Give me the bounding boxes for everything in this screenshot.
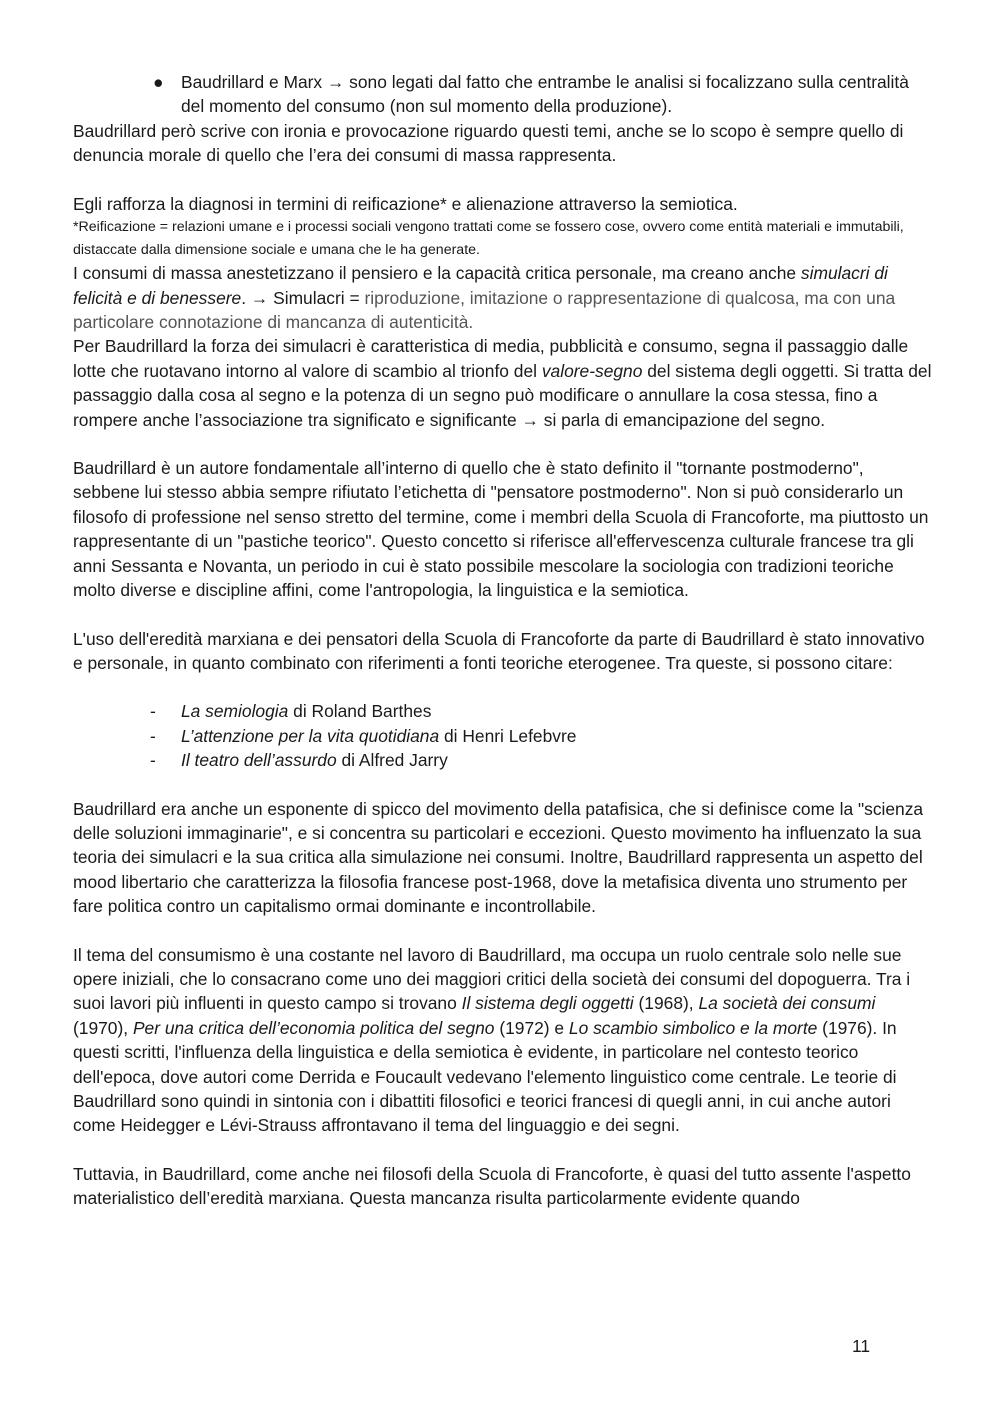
source-title: L’attenzione per la vita quotidiana	[181, 725, 440, 746]
list-dash: -	[150, 701, 156, 722]
source-author: di Roland Barthes	[288, 701, 432, 722]
simulacra-definition: riproduzione, imitazione o rappresentazione di qualcosa, ma con una particolare connotazione di mancanza di autenticità.	[73, 287, 896, 333]
paragraph-simulacra	[73, 261, 935, 334]
bullet-marker: ●	[153, 72, 164, 92]
source-title: La semiologia	[181, 701, 289, 722]
sign-value-text-b: del sistema degli oggetti. Si tratta del passaggio dalla cosa al segno e la potenza di un segno può modificare o annullare la cosa stessa, fino a rompere anche l’associazione tra significato e significante → si parla di emancipazione del segno.	[73, 360, 932, 430]
paragraph-reification: Egli rafforza la diagnosi in termini di reificazione* e alienazione attraverso la semiotica.	[73, 193, 738, 214]
bullet-text: Baudrillard e Marx → sono legati dal fatto che entrambe le analisi si focalizzano sulla centralità del momento del consumo (non sul momento della produzione).	[181, 72, 909, 117]
page-number: 11	[852, 1336, 871, 1356]
work-title-societa: La società dei consumi	[698, 993, 876, 1014]
work-title-sistema: Il sistema degli oggetti	[461, 993, 634, 1014]
consumerism-text-b: (1968),	[633, 993, 699, 1014]
simulacra-text-a: I consumi di massa anestetizzano il pensiero e la capacità critica personale, ma creano anche	[73, 263, 801, 284]
bullet-item	[73, 70, 935, 119]
paragraph-materialism: Tuttavia, in Baudrillard, come anche nei filosofi della Scuola di Francoforte, è quasi del tutto assente l'aspetto materialistico dell’eredità marxiana. Questa mancanza risulta particolarmente evidente quando	[73, 1163, 911, 1209]
footnote-reification: *Reificazione = relazioni umane e i processi sociali vengono trattati come se fossero cose, ovvero come entità materiali e immutabili, distaccate dalla dimensione sociale e umana che le ha generate.	[73, 219, 904, 258]
page-content	[73, 70, 935, 1211]
consumerism-text-e: (1976). In questi scritti, l'influenza della linguistica e della semiotica è evidente, in particolare nel contesto teorico dell'epoca, dove autori come Derrida e Foucault vedevano l'elemento linguistico come centrale. Le teorie di Baudrillard sono quindi in sintonia con i dibattiti filosofici e teorici francesi di quegli anni, in cui anche autori come Heidegger e Lévi-Strauss affrontavano il tema del linguaggio e dei segni.	[73, 1017, 897, 1136]
source-author: di Alfred Jarry	[336, 750, 448, 771]
list-item	[73, 699, 935, 723]
sign-value-text-a: Per Baudrillard la forza dei simulacri è caratteristica di media, pubblicità e consumo, segna il passaggio dalle lotte che ruotavano intorno al valore di scambio al trionfo del	[73, 336, 909, 381]
work-title-scambio: Lo scambio simbolico e la morte	[568, 1017, 818, 1038]
list-item	[73, 748, 935, 772]
paragraph-irony: Baudrillard però scrive con ironia e provocazione riguardo questi temi, anche se lo scopo è sempre quello di denuncia morale di quello che l’era dei consumi di massa rappresenta.	[73, 120, 904, 166]
list-dash: -	[150, 750, 156, 771]
paragraph-heritage: L'uso dell'eredità marxiana e dei pensatori della Scuola di Francoforte da parte di Baudrillard è stato innovativo e personale, in quanto combinato con riferimenti a fonti teoriche eterogenee. Tra queste, si possono citare:	[73, 628, 925, 673]
paragraph-postmodern: Baudrillard è un autore fondamentale all’interno di quello che è stato definito il "tornante postmoderno", sebbene lui stesso abbia sempre rifiutato l’etichetta di "pensatore postmoderno". Non si può considerarlo un filosofo di professione nel senso stretto del termine, come i membri della Scuola di Francoforte, ma piuttosto un rappresentante di un "pastiche teorico". Questo concetto si riferisce all'effervescenza culturale francese tra gli anni Sessanta e Novanta, un periodo in cui è stato possibile mescolare la sociologia con tradizioni teoriche molto diverse e discipline affini, come l'antropologia, la linguistica e la semiotica.	[73, 458, 929, 601]
work-title-critica: Per una critica dell’economia politica del segno	[132, 1017, 495, 1038]
simulacra-emphasis: simulacri di felicità e di benessere	[73, 263, 888, 308]
simulacra-text-b: . → Simulacri =	[241, 287, 365, 308]
sign-value-emphasis: valore-segno	[541, 360, 643, 381]
paragraph-pataphysics: Baudrillard era anche un esponente di spicco del movimento della patafisica, che si definisce come la "scienza delle soluzioni immaginarie", e si concentra su particolari e eccezioni. Questo movimento ha influenzato la sua teoria dei simulacri e la sua critica alla simulazione nei consumi. Inoltre, Baudrillard rappresenta un aspetto del mood libertario che caratterizza la filosofia francese post-1968, dove la metafisica diventa uno strumento per fare politica contro un capitalismo ormai dominante e incontrollabile.	[73, 798, 924, 917]
consumerism-text-d: (1972) e	[494, 1017, 569, 1038]
paragraph-sign-value	[73, 334, 935, 432]
list-item	[73, 724, 935, 748]
consumerism-text-c: (1970),	[73, 1017, 133, 1038]
list-dash: -	[150, 725, 156, 746]
source-title: Il teatro dell’assurdo	[181, 750, 337, 771]
consumerism-text-a: Il tema del consumismo è una costante nel lavoro di Baudrillard, ma occupa un ruolo centrale solo nelle sue opere iniziali, che lo consacrano come uno dei maggiori critici della società dei consumi del dopoguerra. Tra i suoi lavori più influenti in questo campo si trovano	[73, 944, 911, 1014]
source-author: di Henri Lefebvre	[439, 725, 577, 746]
sources-list	[73, 699, 935, 772]
paragraph-consumerism	[73, 943, 935, 1138]
